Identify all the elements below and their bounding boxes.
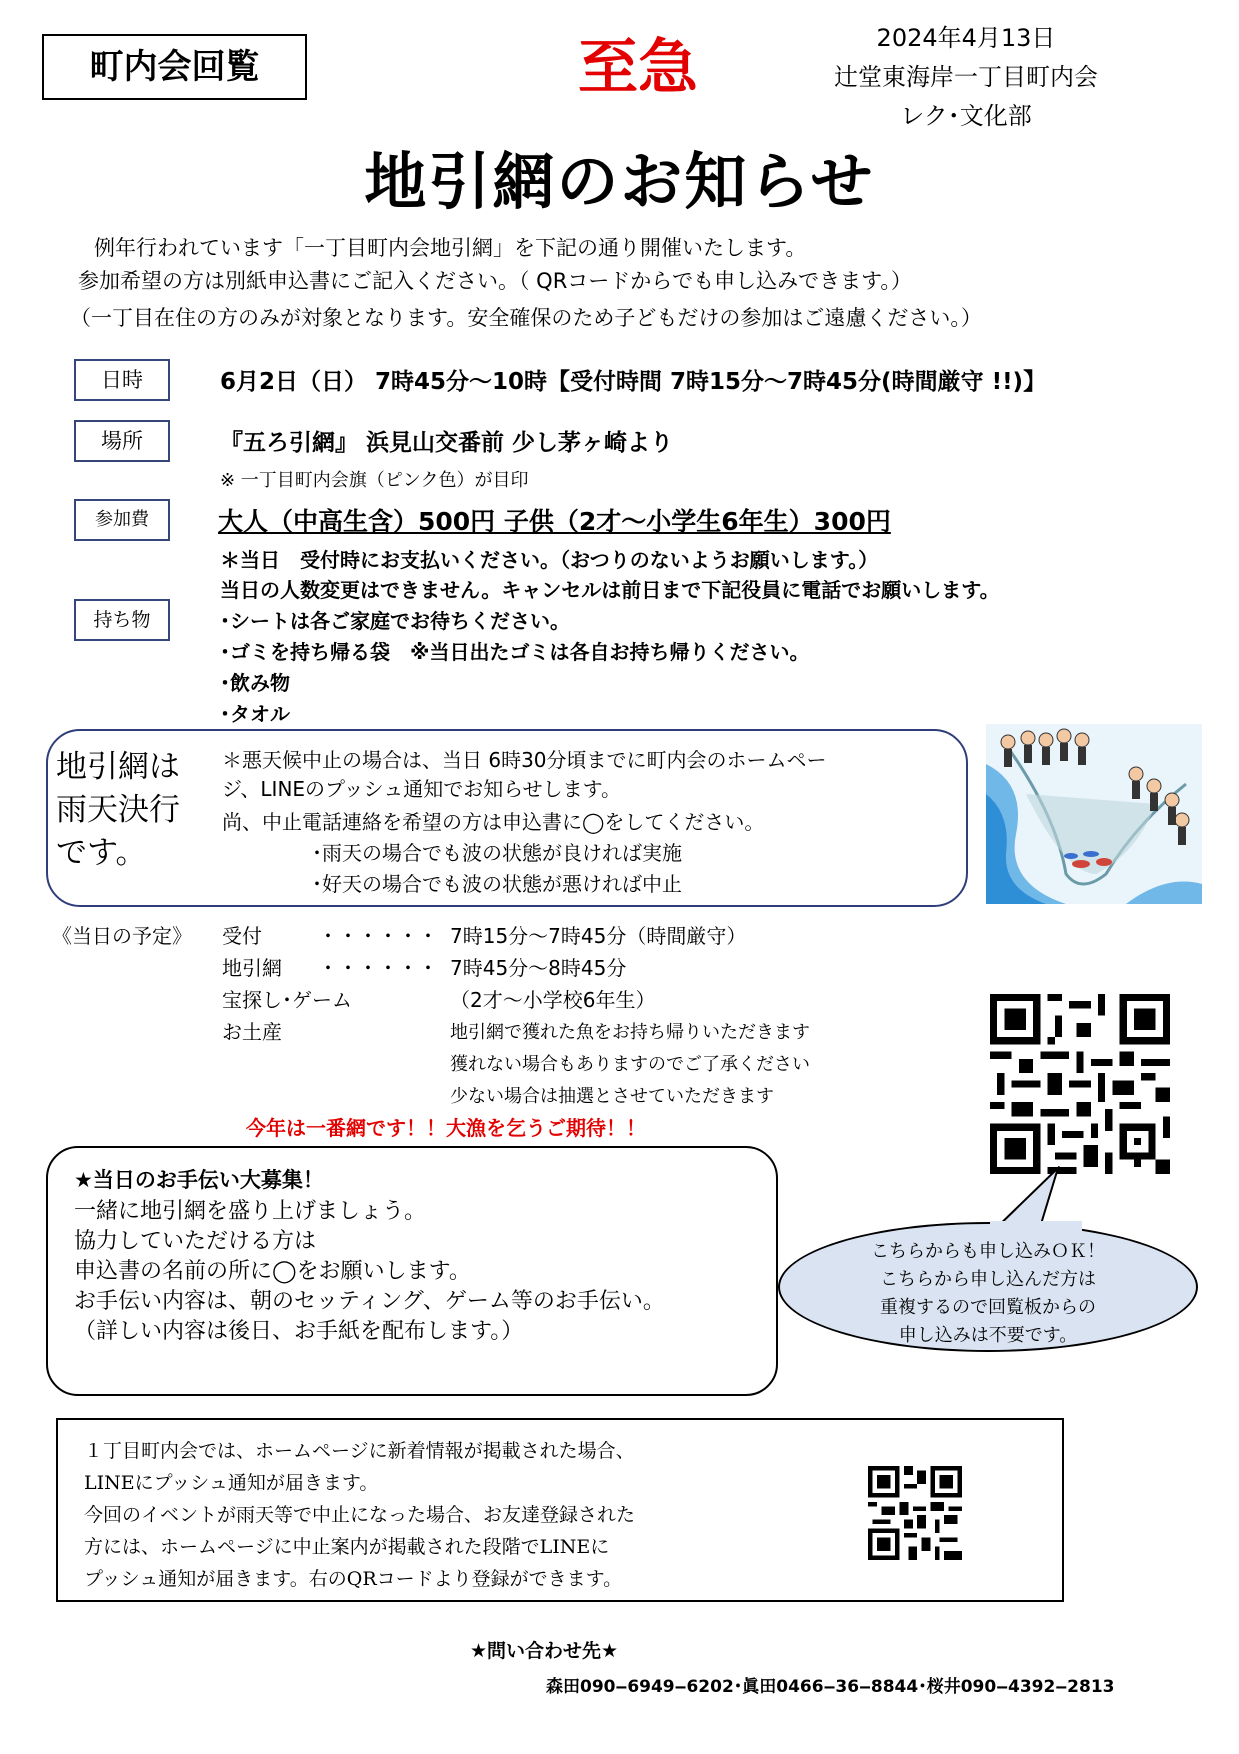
schedule-item: 宝探し･ゲーム [222,988,352,1012]
line-qr-code[interactable] [866,1466,964,1560]
bubble-line: 重複するので回覧板からの [880,1297,1096,1318]
intro-line-1: 例年行われています「一丁目町内会地引網」を下記の通り開催いたします。 [94,236,807,260]
schedule-item: 受付 [222,924,262,948]
datetime-value: 6月2日（日） 7時45分～10時【受付時間 7時15分～7時45分(時間厳守 !!)】 [220,369,1047,395]
fee-value: 大人（中高生含）500円 子供（2才～小学生6年生）300円 [218,507,891,536]
help-heading: ★当日のお手伝い大募集！ [74,1168,324,1192]
help-line: 一緒に地引網を盛り上げましょう。 [74,1199,427,1224]
circulation-label: 町内会回覧 [42,34,307,100]
bubble-text [778,1238,1198,1350]
schedule-heading: 《当日の予定》 [52,924,192,948]
schedule-detail: 7時45分～8時45分 [450,956,627,980]
page-title: 地引網のお知らせ [364,145,875,218]
catch-highlight: 今年は一番網です！！大漁を乞うご期待！！ [246,1116,646,1140]
schedule-detail-extra: 獲れない場合もありますのでご了承ください [450,1054,810,1075]
line-info-line: LINEにプッシュ通知が届きます。 [84,1472,379,1494]
place-label: 場所 [74,420,170,462]
urgent-label: 至急 [578,33,698,103]
schedule-detail: 7時15分～7時45分（時間厳守） [450,924,747,948]
contact-heading: ★問い合わせ先★ [470,1640,619,1662]
bubble-tail-join [990,1218,1082,1232]
fishing-net-illustration [986,724,1202,904]
contact-numbers: 森田090‒6949‒6202･眞田0466‒36‒8844･桜井090‒4392‒2813 [546,1677,1115,1697]
rain-label-line: 雨天決行 [56,792,180,828]
belongings-item: ･シートは各ご家庭でお待ちください。 [220,609,570,633]
help-line: お手伝い内容は、朝のセッティング、ゲーム等のお手伝い。 [74,1289,665,1314]
rain-label-line: です。 [56,835,147,871]
line-info-line: 今回のイベントが雨天等で中止になった場合、お友達登録された [84,1504,636,1526]
rain-label-line: 地引網は [56,749,180,785]
intro-line-3: （一丁目在住の方のみが対象となります。安全確保のため子どもだけの参加はご遠慮ください。） [70,306,982,330]
schedule-item: 地引網 [222,956,282,980]
fee-label: 参加費 [74,499,170,541]
schedule-dots: ・・・・・・ [318,924,438,948]
belongings-item: ･飲み物 [220,671,290,695]
help-line: 協力していただける方は [74,1229,317,1254]
department-name: レク･文化部 [900,102,1032,130]
line-info-line: 方には、ホームページに中止案内が掲載された段階でLINEに [84,1536,610,1558]
help-line: 申込書の名前の所に◯をお願いします。 [74,1259,471,1284]
rain-line: ジ、LINEのプッシュ通知でお知らせします。 [222,777,622,801]
belongings-item: ･タオル [220,702,290,726]
fee-note-cancel: 当日の人数変更はできません。キャンセルは前日まで下記役員に電話でお願いします。 [220,578,1000,602]
line-info-line: プッシュ通知が届きます。右のQRコードより登録ができます。 [84,1568,623,1590]
bubble-line: こちらからも申し込みＯＫ！ [871,1241,1105,1262]
bubble-line: 申し込みは不要です。 [898,1325,1078,1346]
belongings-label: 持ち物 [74,599,170,641]
rain-line: 尚、中止電話連絡を希望の方は申込書に◯をしてください。 [222,810,765,834]
line-info-line: １丁目町内会では、ホームページに新着情報が掲載された場合、 [84,1440,635,1462]
bubble-line: こちらから申し込んだ方は [880,1269,1096,1290]
schedule-detail: （2才～小学校6年生） [450,988,656,1012]
belongings-item: ･ゴミを持ち帰る袋 ※当日出たゴミは各自お持ち帰りください。 [220,640,810,664]
place-note: ※ 一丁目町内会旗（ピンク色）が目印 [220,470,529,491]
help-line: （詳しい内容は後日、お手紙を配布します。） [74,1319,524,1344]
datetime-label: 日時 [74,359,170,401]
rain-line: ･雨天の場合でも波の状態が良ければ実施 [312,841,682,865]
registration-qr-code[interactable] [990,994,1170,1174]
issue-date: 2024年4月13日 [876,24,1056,52]
intro-line-2: 参加希望の方は別紙申込書にご記入ください。（ QRコードからでも申し込みできます。） [78,269,912,293]
schedule-item: お土産 [222,1020,282,1044]
rain-line: ＊悪天候中止の場合は、当日 6時30分頃までに町内会のホームペー [222,748,827,772]
rain-line: ･好天の場合でも波の状態が悪ければ中止 [312,872,682,896]
association-name: 辻堂東海岸一丁目町内会 [834,63,1098,91]
schedule-detail-extra: 少ない場合は抽選とさせていただきます [450,1086,774,1107]
place-value: 『五ろ引網』 浜見山交番前 少し茅ヶ崎より [220,430,674,456]
schedule-dots: ・・・・・・ [318,956,438,980]
schedule-detail: 地引網で獲れた魚をお持ち帰りいただきます [450,1022,810,1043]
fee-note-payment: ＊当日 受付時にお支払いください。（おつりのないようお願いします。） [220,548,879,572]
